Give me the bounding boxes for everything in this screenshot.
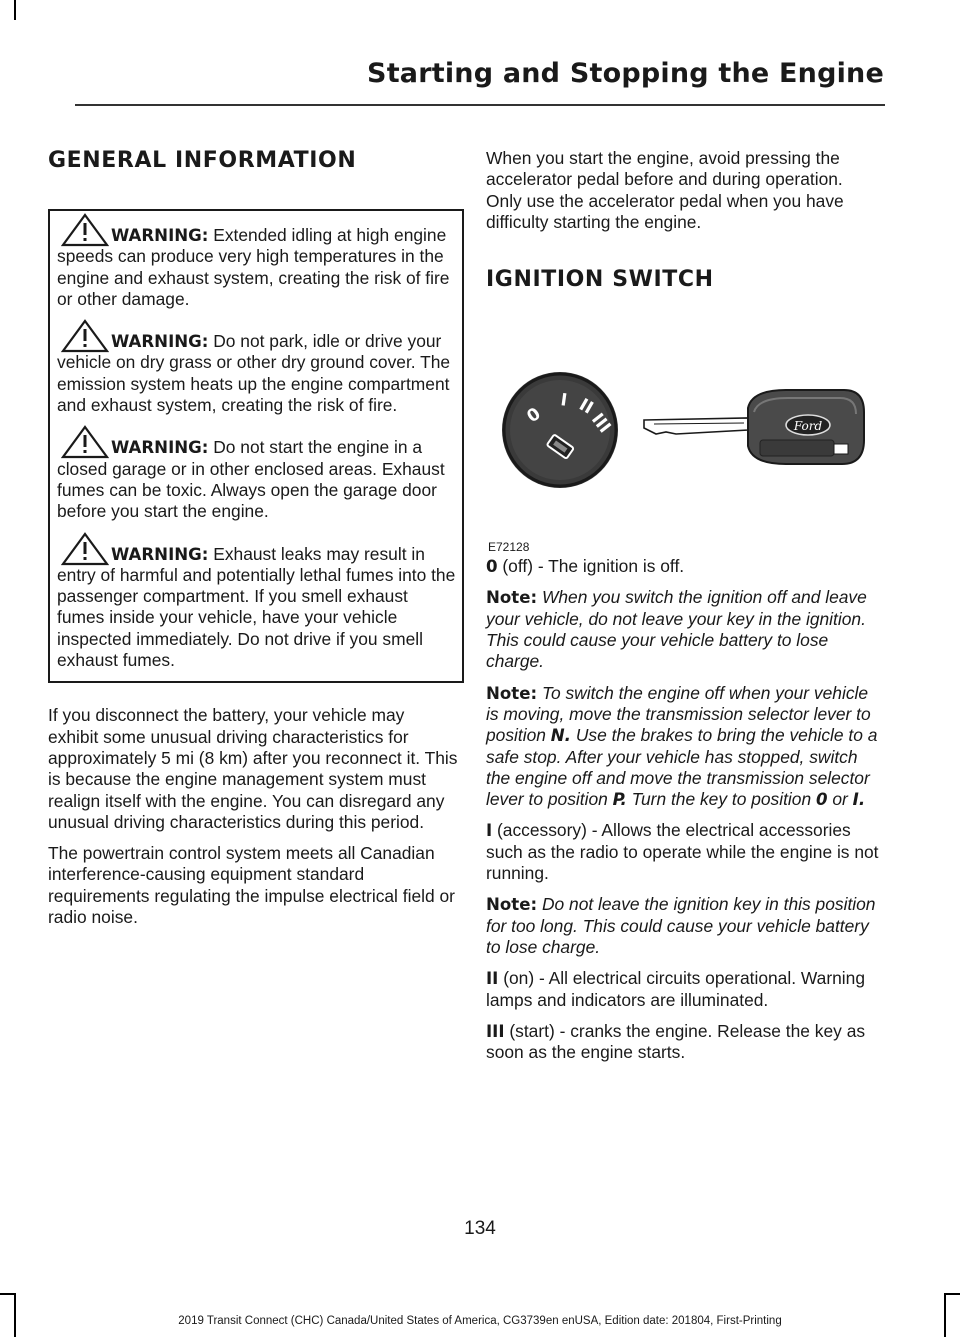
left-column bbox=[48, 148, 458, 928]
warning-label: WARNING: bbox=[111, 332, 209, 352]
position-accessory: I (accessory) - Allows the electrical accessories such as the radio to operate while the engine is not running. bbox=[486, 820, 879, 884]
crop-mark bbox=[0, 1293, 14, 1295]
warning-item bbox=[57, 437, 459, 522]
section-heading-general: GENERAL INFORMATION bbox=[48, 148, 357, 173]
footer-edition: 2019 Transit Connect (CHC) Canada/United States of America, CG3739en enUSA, Edition date: 201804, First-Printing bbox=[178, 1315, 782, 1327]
right-column bbox=[486, 148, 880, 1063]
warning-item bbox=[57, 225, 459, 310]
svg-text:III: III bbox=[587, 409, 615, 438]
note-key-in-ignition: Note: When you switch the ignition off and leave your vehicle, do not leave your key in the ignition. This could cause your vehicle battery to lose charge. bbox=[486, 587, 867, 672]
ignition-figure bbox=[486, 322, 880, 555]
paragraph-powertrain: The powertrain control system meets all Canadian interference-causing equipment standard requirements regulating the impulse electrical field or radio noise. bbox=[48, 843, 455, 928]
position-off: 0 (off) - The ignition is off. bbox=[486, 556, 685, 577]
ignition-key-illustration bbox=[486, 322, 880, 522]
note-accessory-duration: Note: Do not leave the ignition key in this position for too long. This could cause your vehicle battery to lose charge. bbox=[486, 894, 876, 957]
warning-label: WARNING: bbox=[111, 544, 209, 564]
header-divider bbox=[75, 104, 885, 106]
warning-triangle-icon bbox=[61, 532, 109, 566]
warning-label: WARNING: bbox=[111, 438, 209, 458]
warning-triangle-icon bbox=[61, 213, 109, 247]
warning-item bbox=[57, 331, 459, 416]
warning-item bbox=[57, 544, 459, 672]
ignition-lock-icon bbox=[502, 372, 618, 488]
figure-code: E72128 bbox=[488, 540, 530, 555]
warning-label: WARNING: bbox=[111, 226, 209, 245]
paragraph-battery: If you disconnect the battery, your vehicle may exhibit some unusual driving characteristics for approximately 5 mi (8 km) after you reconnect it. This is because the engine management system must realign itself with the engine. You can disregard any unusual driving characteristics during this period. bbox=[48, 705, 458, 832]
position-start: III (start) - cranks the engine. Release the key as soon as the engine starts. bbox=[486, 1020, 866, 1063]
ignition-positions bbox=[486, 556, 880, 1063]
section-heading-ignition: IGNITION SWITCH bbox=[486, 267, 714, 293]
svg-text:II: II bbox=[575, 395, 597, 419]
crop-mark bbox=[14, 0, 16, 20]
page-number: 134 bbox=[464, 1218, 496, 1239]
warning-text: Do not start the engine in a closed garage or in other enclosed areas. Exhaust fumes can be toxic. Always open the garage door before you start the engine. bbox=[57, 437, 445, 522]
position-on: II (on) - All electrical circuits operational. Warning lamps and indicators are illuminated. bbox=[486, 968, 865, 1010]
svg-text:I: I bbox=[559, 390, 569, 412]
ignition-key-icon bbox=[644, 390, 864, 464]
svg-text:0: 0 bbox=[523, 404, 545, 428]
warning-triangle-icon bbox=[61, 319, 109, 353]
warning-text: Exhaust leaks may result in entry of harmful and potentially lethal fumes into the passenger compartment. If you smell exhaust fumes inside your vehicle, have your vehicle inspected immediately. Do not drive if you smell exhaust fumes. bbox=[57, 543, 456, 671]
warning-triangle-icon bbox=[61, 425, 109, 459]
warning-box bbox=[48, 209, 464, 683]
note-switch-off-moving: Note: To switch the engine off when your vehicle is moving, move the transmission selector lever to position N. Use the brakes to bring the vehicle to a safe stop. After your vehicle has stopped, switch the engine off and move the transmission selector lever to position P. Turn the key to position 0 or I. bbox=[486, 682, 878, 810]
warning-text: Do not park, idle or drive your vehicle on dry grass or other dry ground cover. The emission system heats up the engine compartment and exhaust system, creating the risk of fire. bbox=[57, 331, 451, 416]
svg-text:Ford: Ford bbox=[793, 419, 823, 434]
crop-mark bbox=[944, 1293, 960, 1295]
paragraph-accelerator: When you start the engine, avoid pressing the accelerator pedal before and during operation. Only use the accelerator pedal when you have difficulty starting the engine. bbox=[486, 148, 844, 232]
page-title: Starting and Stopping the Engine bbox=[367, 58, 884, 89]
warning-text: Extended idling at high engine speeds can produce very high temperatures in the engine and exhaust system, creating the risk of fire or other damage. bbox=[57, 225, 450, 309]
